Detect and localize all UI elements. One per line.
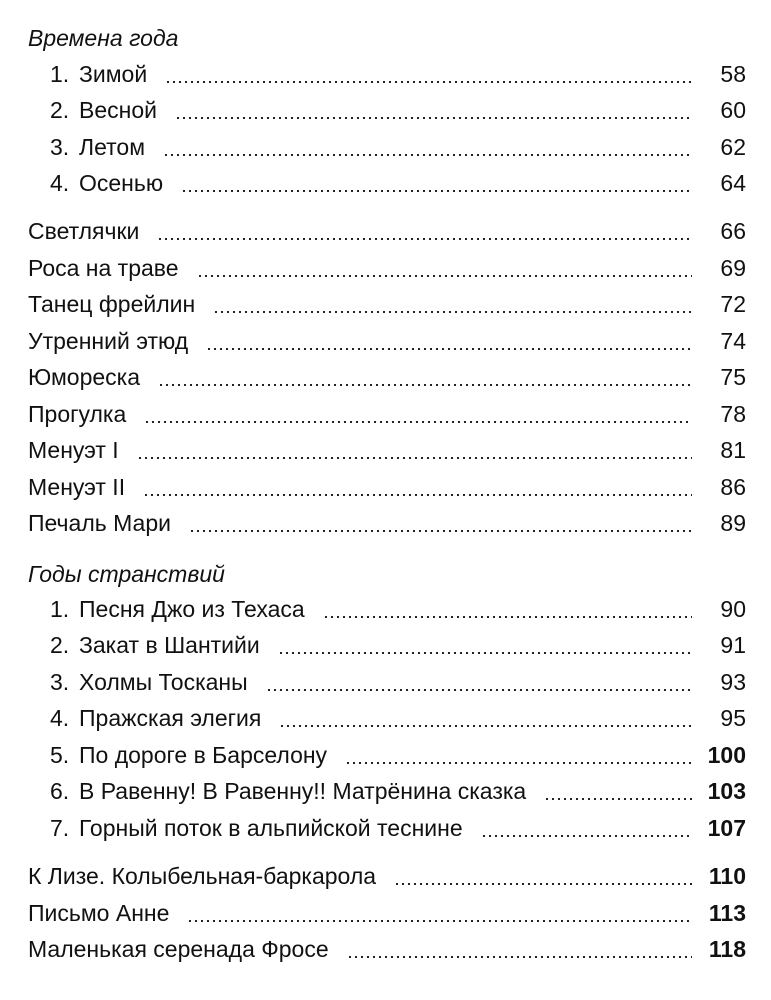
entry-page-number: 58 xyxy=(720,61,746,87)
entry-label xyxy=(28,471,125,503)
dot-leader xyxy=(394,883,692,885)
toc-entry[interactable] xyxy=(50,629,746,661)
dot-leader xyxy=(158,384,692,386)
entry-label xyxy=(28,860,376,892)
entry-title: В Равенну! В Равенну!! Матрёнина сказка xyxy=(79,778,527,804)
toc-entry[interactable] xyxy=(28,361,746,393)
dot-leader xyxy=(143,494,692,496)
toc-entry[interactable] xyxy=(28,507,746,539)
entry-label xyxy=(50,94,157,126)
dot-leader xyxy=(181,190,692,192)
toc-entry[interactable] xyxy=(28,252,746,284)
toc-entry[interactable] xyxy=(28,398,746,430)
entry-page-number: 86 xyxy=(720,474,746,500)
toc-entry[interactable] xyxy=(50,666,746,698)
toc-entry[interactable] xyxy=(28,860,746,892)
dot-leader xyxy=(278,652,692,654)
entry-number: 1. xyxy=(50,61,70,87)
dot-leader xyxy=(323,616,692,618)
dot-leader xyxy=(189,530,692,532)
entry-number: 2. xyxy=(50,97,70,123)
entry-title: Танец фрейлин xyxy=(28,291,196,317)
entry-number: 2. xyxy=(50,632,70,658)
entry-label xyxy=(28,215,139,247)
toc-entry[interactable] xyxy=(50,167,746,199)
entry-label xyxy=(50,702,261,734)
entry-label xyxy=(50,58,147,90)
entry-title: Летом xyxy=(79,134,146,160)
entry-title: Зимой xyxy=(79,61,148,87)
dot-leader xyxy=(187,920,692,922)
entry-title: Роса на траве xyxy=(28,255,179,281)
entry-number: 4. xyxy=(50,170,70,196)
entry-page-number: 110 xyxy=(708,863,746,889)
entry-number: 3. xyxy=(50,669,70,695)
entry-label xyxy=(50,812,463,844)
entry-page-number: 75 xyxy=(720,364,746,390)
entry-page-number: 93 xyxy=(720,669,746,695)
entry-page-number: 113 xyxy=(708,900,746,926)
entry-label xyxy=(28,252,179,284)
entry-number: 5. xyxy=(50,742,70,768)
entry-page-number: 95 xyxy=(720,705,746,731)
toc-entry[interactable] xyxy=(50,58,746,90)
entry-label xyxy=(28,361,140,393)
section-heading-seasons: Времена года xyxy=(28,25,179,51)
toc-entry[interactable] xyxy=(50,812,746,844)
entry-label xyxy=(28,897,169,929)
toc-entry[interactable] xyxy=(28,434,746,466)
entry-label xyxy=(28,288,195,320)
entry-title: Юмореска xyxy=(28,364,141,390)
entry-page-number: 64 xyxy=(720,170,746,196)
dot-leader xyxy=(345,762,692,764)
entry-title: Маленькая серенада Фросе xyxy=(28,936,329,962)
entry-label xyxy=(50,629,260,661)
entry-number: 3. xyxy=(50,134,70,160)
entry-title: Утренний этюд xyxy=(28,328,189,354)
entry-number: 1. xyxy=(50,596,70,622)
dot-leader xyxy=(163,154,692,156)
toc-entry[interactable] xyxy=(50,593,746,625)
toc-entry[interactable] xyxy=(50,94,746,126)
entry-page-number: 107 xyxy=(707,815,746,841)
dot-leader xyxy=(144,421,692,423)
entry-label xyxy=(50,739,327,771)
entry-title: К Лизе. Колыбельная-баркарола xyxy=(28,863,377,889)
dot-leader xyxy=(266,689,692,691)
entry-title: Прогулка xyxy=(28,401,127,427)
entry-title: Холмы Тосканы xyxy=(79,669,248,695)
entry-title: Песня Джо из Техаса xyxy=(79,596,305,622)
entry-title: Горный поток в альпийской теснине xyxy=(79,815,463,841)
entry-label xyxy=(50,775,526,807)
entry-number: 6. xyxy=(50,778,70,804)
entry-page-number: 118 xyxy=(708,936,746,962)
dot-leader xyxy=(481,835,692,837)
entry-number: 4. xyxy=(50,705,70,731)
entry-page-number: 100 xyxy=(707,742,746,768)
entry-label xyxy=(50,131,145,163)
dot-leader xyxy=(544,798,692,800)
toc-entry[interactable] xyxy=(28,897,746,929)
entry-title: Весной xyxy=(79,97,157,123)
toc-entry[interactable] xyxy=(28,288,746,320)
dot-leader xyxy=(213,311,692,313)
entry-page-number: 69 xyxy=(720,255,746,281)
entry-page-number: 62 xyxy=(720,134,746,160)
toc-entry[interactable] xyxy=(50,775,746,807)
dot-leader xyxy=(157,238,692,240)
toc-entry[interactable] xyxy=(50,739,746,771)
entry-label xyxy=(50,666,248,698)
entry-label xyxy=(50,593,305,625)
dot-leader xyxy=(279,725,692,727)
dot-leader xyxy=(165,81,692,83)
entry-label xyxy=(50,167,163,199)
entry-title: По дороге в Барселону xyxy=(79,742,328,768)
toc-entry[interactable] xyxy=(28,325,746,357)
dot-leader xyxy=(137,457,692,459)
entry-page-number: 89 xyxy=(720,510,746,536)
toc-entry[interactable] xyxy=(28,471,746,503)
entry-page-number: 90 xyxy=(720,596,746,622)
entry-page-number: 74 xyxy=(720,328,746,354)
entry-title: Светлячки xyxy=(28,218,140,244)
entry-label xyxy=(28,933,329,965)
dot-leader xyxy=(347,956,692,958)
entry-title: Менуэт I xyxy=(28,437,119,463)
dot-leader xyxy=(175,117,692,119)
entry-page-number: 72 xyxy=(720,291,746,317)
entry-title: Осенью xyxy=(79,170,164,196)
toc-entry[interactable] xyxy=(50,702,746,734)
entry-page-number: 66 xyxy=(720,218,746,244)
entry-title: Менуэт II xyxy=(28,474,126,500)
entry-title: Письмо Анне xyxy=(28,900,170,926)
toc-entry[interactable] xyxy=(28,933,746,965)
entry-number: 7. xyxy=(50,815,70,841)
entry-title: Пражская элегия xyxy=(79,705,262,731)
entry-label xyxy=(28,434,119,466)
entry-page-number: 103 xyxy=(707,778,746,804)
entry-page-number: 91 xyxy=(720,632,746,658)
dot-leader xyxy=(206,348,692,350)
entry-page-number: 60 xyxy=(720,97,746,123)
toc-entry[interactable] xyxy=(50,131,746,163)
entry-title: Печаль Мари xyxy=(28,510,171,536)
toc-entry[interactable] xyxy=(28,215,746,247)
section-heading-wanderings: Годы странствий xyxy=(28,561,225,587)
entry-page-number: 78 xyxy=(720,401,746,427)
entry-title: Закат в Шантийи xyxy=(79,632,260,658)
entry-label xyxy=(28,507,171,539)
dot-leader xyxy=(197,275,692,277)
entry-label xyxy=(28,325,188,357)
entry-page-number: 81 xyxy=(720,437,746,463)
entry-label xyxy=(28,398,126,430)
